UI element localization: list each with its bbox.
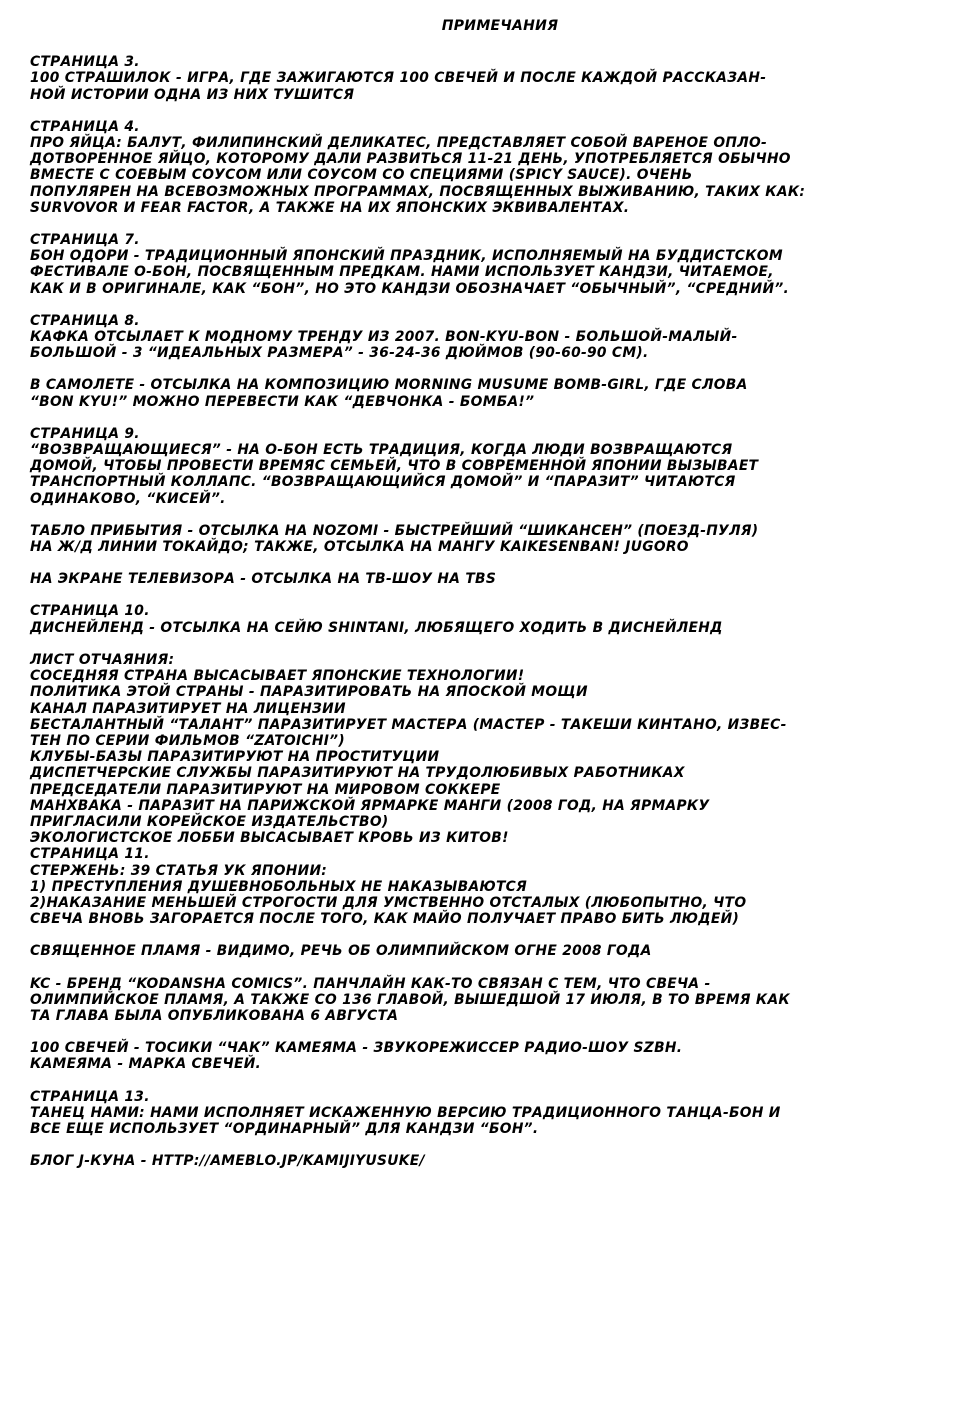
note-section (30, 1089, 970, 1138)
note-section (30, 652, 970, 927)
note-line: ДИСПЕТЧЕРСКИЕ СЛУЖБЫ ПАРАЗИТИРУЮТ НА ТРУДОЛЮБИВЫХ РАБОТНИКАХ (30, 765, 685, 782)
note-section (30, 54, 970, 103)
note-line: НА Ж/Д ЛИНИИ ТОКАЙДО; ТАКЖЕ, ОТСЫЛКА НА МАНГУ KAIKESENBAN! JUGORO (30, 539, 689, 556)
note-section (30, 523, 970, 555)
note-line: ТАБЛО ПРИБЫТИЯ - ОТСЫЛКА НА NOZOMI - БЫСТРЕЙШИЙ “ШИКАНСЕН” (ПОЕЗД-ПУЛЯ) (30, 522, 759, 539)
note-line: СВЯЩЕННОЕ ПЛАМЯ - ВИДИМО, РЕЧЬ ОБ ОЛИМПИЙСКОМ ОГНЕ 2008 ГОДА (30, 943, 652, 960)
note-section (30, 976, 970, 1025)
note-line: 100 СТРАШИЛОК - ИГРА, ГДЕ ЗАЖИГАЮТСЯ 100 СВЕЧЕЙ И ПОСЛЕ КАЖДОЙ РАССКАЗАН- (30, 70, 767, 87)
note-line: КАМЕЯМА - МАРКА СВЕЧЕЙ. (30, 1056, 262, 1073)
page-title: ПРИМЕЧАНИЯ (441, 18, 559, 34)
note-line: КАФКА ОТСЫЛАЕТ К МОДНОМУ ТРЕНДУ ИЗ 2007. BON-KYU-BON - БОЛЬШОЙ-МАЛЫЙ- (30, 329, 738, 346)
note-line: ПОПУЛЯРЕН НА ВСЕВОЗМОЖНЫХ ПРОГРАММАХ, ПОСВЯЩЕННЫХ ВЫЖИВАНИЮ, ТАКИХ КАК: (30, 183, 806, 200)
note-line: КЛУБЫ-БАЗЫ ПАРАЗИТИРУЮТ НА ПРОСТИТУЦИИ (30, 749, 440, 766)
note-line: KC - БРЕНД “KODANSHA COMICS”. ПАНЧЛАЙН КАК-ТО СВЯЗАН С ТЕМ, ЧТО СВЕЧА - (30, 975, 711, 992)
note-line: ПРИГЛАСИЛИ КОРЕЙСКОЕ ИЗДАТЕЛЬСТВО) (30, 813, 389, 830)
note-line: ТЕН ПО СЕРИИ ФИЛЬМОВ “ZATOICHI”) (30, 732, 345, 749)
note-line: “ВОЗВРАЩАЮЩИЕСЯ” - НА О-БОН ЕСТЬ ТРАДИЦИЯ, КОГДА ЛЮДИ ВОЗВРАЩАЮТСЯ (30, 442, 733, 459)
note-line: МАНХВАКА - ПАРАЗИТ НА ПАРИЖСКОЙ ЯРМАРКЕ МАНГИ (2008 ГОД, НА ЯРМАРКУ (30, 797, 710, 814)
note-line: СТРАНИЦА 11. (30, 846, 150, 863)
note-line: БЕСТАЛАНТНЫЙ “ТАЛАНТ” ПАРАЗИТИРУЕТ МАСТЕРА (МАСТЕР - ТАКЕШИ КИНТАНО, ИЗВЕС- (30, 716, 787, 733)
note-section (30, 119, 970, 216)
note-line: 1) ПРЕСТУПЛЕНИЯ ДУШЕВНОБОЛЬНЫХ НЕ НАКАЗЫВАЮТСЯ (30, 878, 528, 895)
note-line: ОЛИМПИЙСКОЕ ПЛАМЯ, А ТАКЖЕ СО 136 ГЛАВОЙ, ВЫШЕДШОЙ 17 ИЮЛЯ, В ТО ВРЕМЯ КАК (30, 991, 791, 1008)
note-line: СТРАНИЦА 8. (30, 312, 140, 329)
note-line: БОЛЬШОЙ - 3 “ИДЕАЛЬНЫХ РАЗМЕРА” - 36-24-36 ДЮЙМОВ (90-60-90 СМ). (30, 345, 649, 362)
note-line: 100 СВЕЧЕЙ - ТОСИКИ “ЧАК” КАМЕЯМА - ЗВУКОРЕЖИССЕР РАДИО-ШОУ SZBH. (30, 1040, 683, 1057)
note-line: ПОЛИТИКА ЭТОЙ СТРАНЫ - ПАРАЗИТИРОВАТЬ НА ЯПОСКОЙ МОЩИ (30, 684, 588, 701)
note-line: СТРАНИЦА 13. (30, 1088, 150, 1105)
note-line: ДОТВОРЕННОЕ ЯЙЦО, КОТОРОМУ ДАЛИ РАЗВИТЬСЯ 11-21 ДЕНЬ, УПОТРЕБЛЯЕТСЯ ОБЫЧНО (30, 151, 791, 168)
note-section (30, 1153, 970, 1169)
note-line: НА ЭКРАНЕ ТЕЛЕВИЗОРА - ОТСЫЛКА НА ТВ-ШОУ НА TBS (30, 571, 497, 588)
note-section (30, 571, 970, 587)
note-line: ЭКОЛОГИСТСКОЕ ЛОББИ ВЫСАСЫВАЕТ КРОВЬ ИЗ КИТОВ! (30, 830, 509, 847)
note-section (30, 603, 970, 635)
note-line: ВСЕ ЕЩЕ ИСПОЛЬЗУЕТ “ОРДИНАРНЫЙ” ДЛЯ КАНДЗИ “БОН”. (30, 1120, 539, 1137)
note-section (30, 1040, 970, 1072)
note-line: “BON KYU!” МОЖНО ПЕРЕВЕСТИ КАК “ДЕВЧОНКА - БОМБА!” (30, 393, 535, 410)
note-line: ФЕСТИВАЛЕ О-БОН, ПОСВЯЩЕННЫМ ПРЕДКАМ. НАМИ ИСПОЛЬЗУЕТ КАНДЗИ, ЧИТАЕМОЕ, (30, 264, 774, 281)
note-line: ЛИСТ ОТЧАЯНИЯ: (30, 651, 175, 668)
note-line: СТРАНИЦА 4. (30, 118, 140, 135)
note-line: НОЙ ИСТОРИИ ОДНА ИЗ НИХ ТУШИТСЯ (30, 86, 355, 103)
note-line: СТРАНИЦА 9. (30, 425, 140, 442)
note-section (30, 313, 970, 362)
note-section (30, 426, 970, 507)
note-line: 2)НАКАЗАНИЕ МЕНЬШЕЙ СТРОГОСТИ ДЛЯ УМСТВЕННО ОТСТАЛЫХ (ЛЮБОПЫТНО, ЧТО (30, 894, 747, 911)
note-line: СТРАНИЦА 3. (30, 54, 140, 71)
note-line: КАНАЛ ПАРАЗИТИРУЕТ НА ЛИЦЕНЗИИ (30, 700, 346, 717)
note-section (30, 377, 970, 409)
note-section (30, 232, 970, 297)
note-line: БЛОГ J-КУНА - HTTP://AMEBLO.JP/KAMIJIYUSUKE/ (30, 1153, 425, 1170)
note-line: ПРЕДСЕДАТЕЛИ ПАРАЗИТИРУЮТ НА МИРОВОМ СОККЕРЕ (30, 781, 501, 798)
note-line: СВЕЧА ВНОВЬ ЗАГОРАЕТСЯ ПОСЛЕ ТОГО, КАК МАЙО ПОЛУЧАЕТ ПРАВО БИТЬ ЛЮДЕЙ) (30, 911, 740, 928)
note-line: ТАНЕЦ НАМИ: НАМИ ИСПОЛНЯЕТ ИСКАЖЕННУЮ ВЕРСИЮ ТРАДИЦИОННОГО ТАНЦА-БОН И (30, 1104, 781, 1121)
note-line: ДИСНЕЙЛЕНД - ОТСЫЛКА НА СЕЙЮ SHINTANI, ЛЮБЯЩЕГО ХОДИТЬ В ДИСНЕЙЛЕНД (30, 619, 723, 636)
note-section (30, 943, 970, 959)
note-line: ДОМОЙ, ЧТОБЫ ПРОВЕСТИ ВРЕМЯС СЕМЬЕЙ, ЧТО В СОВРЕМЕННОЙ ЯПОНИИ ВЫЗЫВАЕТ (30, 458, 759, 475)
note-line: СТЕРЖЕНЬ: 39 СТАТЬЯ УК ЯПОНИИ: (30, 862, 328, 879)
note-line: В САМОЛЕТЕ - ОТСЫЛКА НА КОМПОЗИЦИЮ MORNING MUSUME BOMB-GIRL, ГДЕ СЛОВА (30, 377, 748, 394)
note-line: ПРО ЯЙЦА: БАЛУТ, ФИЛИПИНСКИЙ ДЕЛИКАТЕС, ПРЕДСТАВЛЯЕТ СОБОЙ ВАРЕНОЕ ОПЛО- (30, 135, 768, 152)
note-line: ТРАНСПОРТНЫЙ КОЛЛАПС. “ВОЗВРАЩАЮЩИЙСЯ ДОМОЙ” И “ПАРАЗИТ” ЧИТАЮТСЯ (30, 474, 736, 491)
note-line: SURVOVOR И FEAR FACTOR, А ТАКЖЕ НА ИХ ЯПОНСКИХ ЭКВИВАЛЕНТАХ. (30, 199, 630, 216)
note-line: ОДИНАКОВО, “КИСЕЙ”. (30, 490, 226, 507)
note-line: СТРАНИЦА 10. (30, 603, 150, 620)
note-line: БОН ОДОРИ - ТРАДИЦИОННЫЙ ЯПОНСКИЙ ПРАЗДНИК, ИСПОЛНЯЕМЫЙ НА БУДДИСТСКОМ (30, 248, 783, 265)
note-line: ВМЕСТЕ С СОЕВЫМ СОУСОМ ИЛИ СОУСОМ СО СПЕЦИЯМИ (SPICY SAUCE). ОЧЕНЬ (30, 167, 693, 184)
note-line: СТРАНИЦА 7. (30, 232, 140, 249)
note-line: ТА ГЛАВА БЫЛА ОПУБЛИКОВАНА 6 АВГУСТА (30, 1007, 399, 1024)
note-line: СОСЕДНЯЯ СТРАНА ВЫСАСЫВАЕТ ЯПОНСКИЕ ТЕХНОЛОГИИ! (30, 668, 525, 685)
notes-body (30, 54, 970, 1169)
note-line: КАК И В ОРИГИНАЛЕ, КАК “БОН”, НО ЭТО КАНДЗИ ОБОЗНАЧАЕТ “ОБЫЧНЫЙ”, “СРЕДНИЙ”. (30, 280, 790, 297)
